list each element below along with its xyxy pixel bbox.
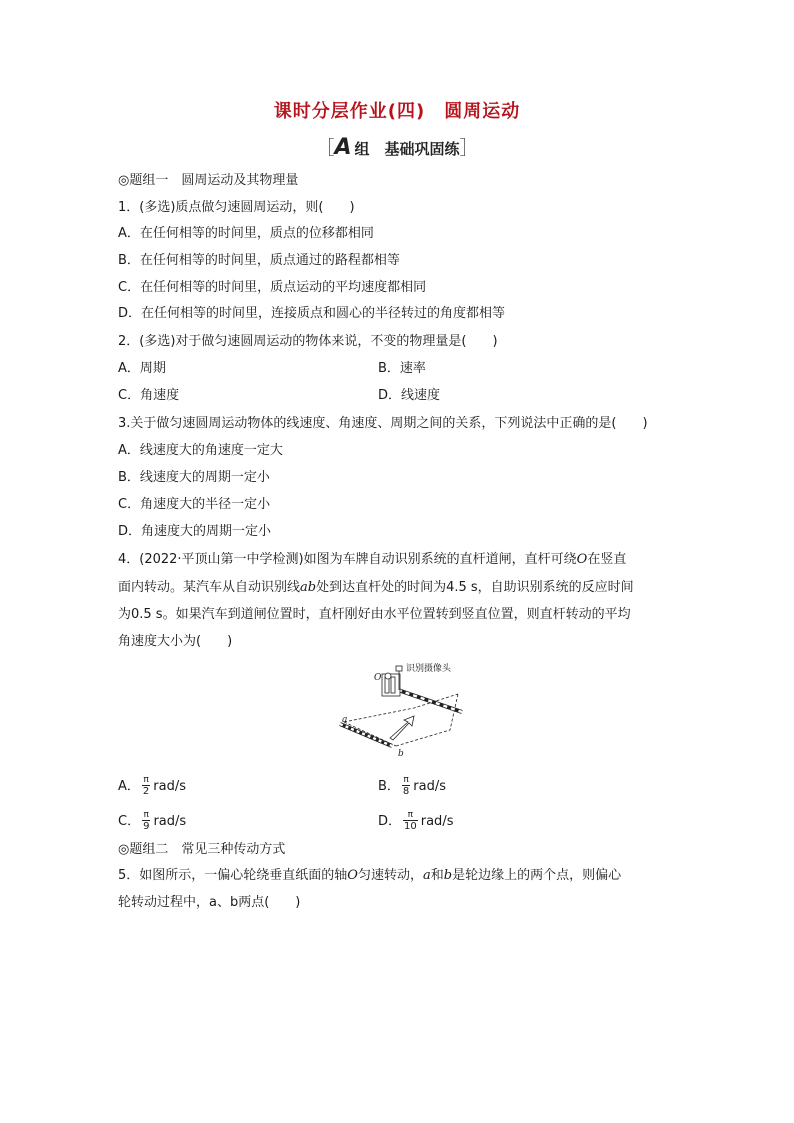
q4-option-b-fraction bbox=[402, 776, 410, 797]
q4-point-o: O bbox=[576, 552, 588, 567]
q4-option-c-label: C． bbox=[118, 814, 141, 829]
fraction-denominator: 9 bbox=[143, 821, 150, 832]
recognition-line-ab bbox=[340, 724, 392, 746]
section-letter: A bbox=[334, 135, 352, 160]
q4-line2-text-a: 面内转动。某汽车从自动识别线 bbox=[118, 580, 301, 595]
q4-option-b-unit: rad/s bbox=[413, 779, 447, 794]
q1-option-a: A．在任何相等的时间里，质点的位移都相同 bbox=[118, 226, 374, 241]
q4-option-c-unit: rad/s bbox=[153, 814, 187, 829]
q4-option-d-label: D． bbox=[378, 814, 402, 829]
q3-option-d: D．角速度大的周期一定小 bbox=[118, 524, 272, 539]
q4-option-d-unit: rad/s bbox=[420, 814, 454, 829]
barrier-arm bbox=[398, 690, 462, 712]
road-line-top bbox=[344, 694, 458, 722]
q5-line1-text-a: 5．如图所示，一偏心轮绕垂直纸面的轴 bbox=[118, 868, 348, 883]
section-tag bbox=[0, 133, 794, 160]
barrier-gate-figure bbox=[330, 660, 470, 760]
q4-option-d bbox=[378, 811, 453, 832]
fraction-numerator: π bbox=[143, 775, 149, 785]
q2-option-a: A．周期 bbox=[118, 361, 166, 376]
q4-line4: 角速度大小为( ) bbox=[118, 634, 233, 649]
q4-line2-text-b: 处到达直杆处的时间为4.5 s，自助识别系统的反应时间 bbox=[316, 580, 634, 595]
fraction-denominator: 8 bbox=[402, 786, 410, 797]
point-label-b: b bbox=[398, 749, 404, 759]
q1-option-b: B．在任何相等的时间里，质点通过的路程都相等 bbox=[118, 253, 400, 268]
q5-line1-text-c: 和 bbox=[430, 868, 444, 883]
q3-option-a: A．线速度大的角速度一定大 bbox=[118, 443, 283, 458]
q3-option-c: C．角速度大的半径一定小 bbox=[118, 497, 271, 512]
q5-line1-text-b: 匀速转动， bbox=[357, 868, 423, 883]
q4-option-b-label: B． bbox=[378, 779, 400, 794]
fraction-numerator: π bbox=[407, 810, 414, 820]
q4-option-a-unit: rad/s bbox=[153, 779, 186, 794]
q5-line1-text-d: 是轮边缘上的两个点，则偏心 bbox=[452, 868, 622, 883]
q4-option-c-fraction bbox=[142, 811, 150, 832]
fraction-numerator: π bbox=[143, 810, 149, 820]
q5-line2: 轮转动过程中，a、b两点( ) bbox=[118, 895, 301, 910]
q4-line3: 为0.5 s。如果汽车到道闸位置时，直杆刚好由水平位置转到竖直位置，则直杆转动的平均 bbox=[118, 607, 631, 622]
fraction-denominator: 2 bbox=[142, 786, 150, 797]
q4-option-a-label: A． bbox=[118, 779, 140, 794]
q2-option-c: C．角速度 bbox=[118, 388, 180, 403]
q4-option-d-fraction bbox=[403, 811, 418, 832]
page-title: 课时分层作业(四) 圆周运动 bbox=[273, 101, 521, 122]
bracket-left: ［ bbox=[315, 137, 335, 159]
bracket-right: ］ bbox=[459, 137, 479, 159]
camera-label: 识别摄像头 bbox=[406, 663, 452, 673]
q4-line1-text-a: 4．(2022·平顶山第一中学检测)如图为车牌自动识别系统的直杆道闸，直杆可绕 bbox=[118, 552, 577, 567]
q4-line2 bbox=[118, 580, 634, 596]
group1-title: ◎题组一 圆周运动及其物理量 bbox=[118, 173, 299, 188]
q4-option-a bbox=[118, 776, 186, 797]
group2-title: ◎题组二 常见三种传动方式 bbox=[118, 842, 286, 857]
fraction-numerator: π bbox=[403, 775, 409, 785]
q4-line1-text-b: 在竖直 bbox=[587, 552, 627, 567]
gate-post bbox=[382, 673, 400, 696]
q1-option-c: C．在任何相等的时间里，质点运动的平均速度都相同 bbox=[118, 280, 427, 295]
q5-point-b: b bbox=[443, 868, 453, 883]
q2-option-b: B．速率 bbox=[378, 361, 426, 376]
section-label: 组 基础巩固练 bbox=[354, 140, 460, 158]
q4-line1 bbox=[118, 552, 626, 568]
pivot-label-o: O bbox=[374, 673, 382, 683]
q3-option-b: B．线速度大的周期一定小 bbox=[118, 470, 270, 485]
q5-axis-o: O bbox=[347, 868, 358, 883]
q5-point-a: a bbox=[422, 868, 431, 883]
q3-stem: 3.关于做匀速圆周运动物体的线速度、角速度、周期之间的关系，下列说法中正确的是( ) bbox=[118, 416, 648, 431]
q4-option-b bbox=[378, 776, 446, 797]
q4-option-c bbox=[118, 811, 186, 832]
q4-line-ab: ab bbox=[300, 580, 317, 595]
q2-stem: 2．(多选)对于做匀速圆周运动的物体来说，不变的物理量是( ) bbox=[118, 334, 498, 349]
q5-line1 bbox=[118, 868, 621, 884]
q1-option-d: D．在任何相等的时间里，连接质点和圆心的半径转过的角度都相等 bbox=[118, 306, 506, 321]
direction-arrow-icon bbox=[390, 716, 414, 740]
q2-option-d: D．线速度 bbox=[378, 388, 441, 403]
q4-option-a-fraction bbox=[142, 776, 150, 797]
fraction-denominator: 10 bbox=[404, 821, 417, 832]
q1-stem: 1．(多选)质点做匀速圆周运动，则( ) bbox=[118, 200, 355, 215]
point-label-a: a bbox=[342, 715, 348, 725]
